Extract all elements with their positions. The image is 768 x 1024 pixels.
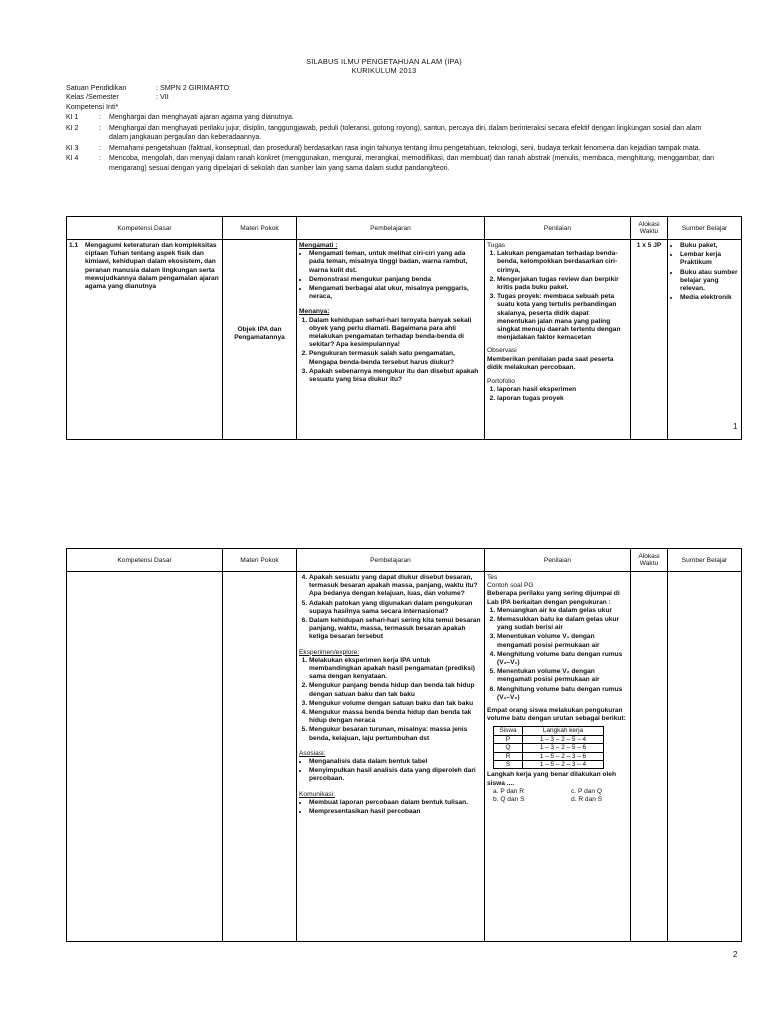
menanya-title: Menanya:: [299, 308, 330, 316]
document-title: SILABUS ILMU PENGETAHUAN ALAM (IPA): [306, 57, 462, 66]
col-pembelajaran-header: Pembelajaran: [297, 549, 485, 572]
tugas-title: Tugas: [487, 242, 506, 249]
list-item: 1. laporan hasil eksperimen: [497, 386, 628, 394]
list-item: 1. Menuangkan air ke dalam gelas ukur: [497, 607, 628, 615]
pembelajaran-cell: [297, 240, 485, 440]
kd-cell: 1.1 Mengagumi keteraturan dan kompleksitas ciptaan Tuhan tentang aspek fisik dan kimiawi, kehidupan dalam ekosistem, dan peranan manusia dalam lingkungan serta mewujudkannya dalam pengamalan ajaran agama yang dianutnya: [67, 240, 223, 440]
kd-cell: [67, 572, 223, 942]
list-item: 4. Mengukur massa benda benda hidup dan benda tak hidup dengan neraca: [309, 709, 482, 725]
list-item: • Demonstrasi mengukur panjang benda: [309, 276, 482, 284]
list-item: 6. Dalam kehidupan sehari-hari sering kita temui besaran panjang, waktu, massa, termasuk besaran apakah ketiga besaran tersebut: [309, 617, 482, 642]
list-item: • Membuat laporan percobaan dalam bentuk tulisan.: [309, 799, 482, 807]
list-item: 5. Adakah patokan yang digunakan dalam pengukuran supaya hasilnya sama secara internasional?: [309, 600, 482, 616]
list-item: 5. Mengukur besaran turunan, misalnya: massa jenis benda, kelajuan, laju pertumbuhan dst: [309, 726, 482, 742]
page-1: [0, 0, 768, 470]
option-c: c. P dan Q: [571, 787, 603, 795]
option-a: a. P dan R: [493, 787, 525, 795]
alokasi-cell: 1 x 5 JP: [631, 240, 668, 440]
col-sumber-header: Sumber Belajar: [668, 549, 742, 572]
langkah-kerja-table: [493, 726, 604, 769]
penilaian-cell: [485, 572, 631, 942]
col-sumber-header: Sumber Belajar: [668, 217, 742, 240]
col-penilaian-header: Penilaian: [485, 549, 631, 572]
list-item: • Mempresentasikan hasil percobaan: [309, 808, 482, 816]
list-item: • Lembar kerja Praktikum: [680, 251, 739, 267]
col-alokasi-header: Alokasi Waktu: [631, 217, 668, 240]
option-d: d. R dan S: [571, 796, 603, 804]
list-item: 1. Lakukan pengamatan terhadap benda-benda, kelompokkan berdasarkan ciri-cirinya,: [497, 250, 628, 275]
pembelajaran-cell: [297, 572, 485, 942]
list-item: • Media elektronik: [680, 294, 739, 302]
list-item: 3. Tugas proyek: membaca sebuah peta suatu kota yang tertulis perbandingan skalanya, peserta didik dapat menentukan jalan mana yang paling singkat menuju daerah tertentu dengan menjadakan faktor kemacetan: [497, 293, 628, 342]
alokasi-cell: [631, 572, 668, 942]
kd-text: Mengagumi keteraturan dan kompleksitas ciptaan Tuhan tentang aspek fisik dan kimiawi, kehidupan dalam ekosistem, dan peranan manusia dalam lingkungan serta mewujudkannya dalam pengamalan ajaran agama yang dianutnya: [85, 242, 219, 291]
list-item: 6. Menghitung volume batu dengan rumus (V₁–V₂): [497, 686, 628, 702]
school-value: : SMPN 2 GIRIMARTO: [156, 83, 230, 92]
materi-text: Objek IPA dan Pengamatannya: [234, 326, 285, 342]
eksperimen-title: Eksperimen/explore:: [299, 648, 360, 656]
grade-value: : VII: [156, 92, 169, 102]
list-item: 1. Melakukan eksperimen kerja IPA untuk membandingkan apakah hasil pengamatan (prediksi) sama dengan kenyataan.: [309, 657, 482, 682]
col-kd-header: Kompetensi Dasar: [67, 217, 223, 240]
ki-row: KI 2 : Menghargai dan menghayati perilaku jujur, disiplin, tanggungjawab, peduli (toleransi, gotong royong), santun, percaya diri, dalam berinteraksi secara efektif dengan lingkungan sosial dan alam dalam jangkauan pergaulan dan keberadaannya.: [66, 124, 702, 142]
table-row: P 1 – 3 – 2 – 5 – 4: [494, 735, 604, 743]
list-item: 2. Mengerjakan tugas review dan berpikir kritis pada buku paket.: [497, 276, 628, 292]
materi-cell: [223, 572, 297, 942]
list-item: 4. Apakah sesuatu yang dapat diukur disebut besaran, termasuk besaran apakah massa, panjang, waktu itu? Apa bedanya dengan kelajuan, luas, dan volume?: [309, 574, 482, 599]
page-number: 1: [733, 422, 738, 431]
list-item: 2. Memasukkan batu ke dalam gelas ukur yang sudah berisi air: [497, 616, 628, 632]
mengamati-title: Mengamati :: [299, 242, 338, 249]
list-item: 2. Mengukur panjang benda hidup dan benda tak hidup dengan satuan baku dan tak baku: [309, 682, 482, 698]
tes-footer: Langkah kerja yang benar dilakukan oleh siswa ....: [487, 771, 616, 787]
sumber-cell: [668, 240, 742, 440]
ki-row: KI 3 : Memahami pengetahuan (faktual, konseptual, dan prosedural) berdasarkan rasa ingin tahunya tentang ilmu pengetahuan, teknologi, seni, budaya terkait fenomena dan kejadian tampak mata.: [66, 144, 701, 152]
list-item: 3. Mengukur volume dengan satuan baku dan tak baku: [309, 700, 482, 708]
col-kd-header: Kompetensi Dasar: [67, 549, 223, 572]
answer-options: [487, 788, 628, 804]
list-item: • Mengamati berbagai alat ukur, misalnya penggaris, neraca,: [309, 285, 482, 301]
list-item: • Menganalisis data dalam bentuk tabel: [309, 758, 482, 766]
sumber-cell: [668, 572, 742, 942]
ki-row: KI 4 : Mencoba, mengolah, dan menyaji dalam ranah konkret (menggunakan, mengurai, merangkai, memodifikasi, dan membuat) dan ranah abstrak (menulis, membaca, menghitung, menggambar, dan mengarang) sesuai dengan yang dipelajari di sekolah dan sumber lain yang sama dalam sudut pandang/teori.: [66, 155, 715, 172]
syllabus-table-1: [66, 216, 742, 440]
tes-intro: Beberapa perilaku yang sering dijumpai di Lab IPA berkaitan dengan pengukuran :: [487, 590, 620, 606]
penilaian-cell: [485, 240, 631, 440]
list-item: 2. Pengukuran termasuk salah satu pengamatan, Mengapa benda-benda tersebut harus diukur?: [309, 350, 482, 366]
curriculum-title: KURIKULUM 2013: [351, 66, 417, 75]
list-item: 3. Menentukan volume V₁ dengan mengamati posisi permukaan air: [497, 633, 628, 649]
tes-question: Empat orang siswa melakukan pengukuran volume batu dengan urutan sebagai berikut:: [487, 707, 626, 723]
table-row: R 1 – 5 – 2 – 3 – 6: [494, 752, 604, 760]
ki-heading: Kompetensi Inti*: [66, 101, 119, 111]
school-label: Satuan Pendidikan: [66, 83, 127, 92]
list-item: • Buku atau sumber belajar yang relevan.: [680, 269, 739, 294]
list-item: • Mengamati teman, untuk melihat ciri-ciri yang ada pada teman, misalnya tinggi badan, warna rambut, warna kulit dst.: [309, 250, 482, 275]
list-item: 3. Apakah sebenarnya mengukur itu dan disebut apakah sesuatu yang bisa diukur itu?: [309, 368, 482, 384]
col-alokasi-header: Alokasi Waktu: [631, 549, 668, 572]
grade-label: Kelas /Semester: [66, 92, 119, 102]
tes-subtitle: Contoh soal PG: [487, 582, 534, 590]
observasi-text: Memberikan penilaian pada saat peserta didik melakukan percobaan.: [487, 355, 614, 371]
table-header-row: [67, 549, 742, 572]
list-item: 1. Dalam kehidupan sehari-hari ternyata banyak sekali obyek yang perlu diamati. Bagaimana para ahli melakukan pengamatan terhadap benda-benda di sekitar? Apa kesimpulannya!: [309, 317, 482, 350]
col-materi-header: Materi Pokok: [223, 549, 297, 572]
col-pembelajaran-header: Pembelajaran: [297, 217, 485, 240]
table-row: S 1 – 5 – 2 – 3 – 4: [494, 761, 604, 769]
ki-row: KI 1 : Menghargai dan menghayati ajaran agama yang dianutnya.: [66, 114, 294, 121]
page-number: 2: [733, 950, 738, 959]
syllabus-table-2: [66, 548, 742, 942]
core-competency-list: [66, 113, 716, 175]
list-item: • Menyimpulkan hasil analisis data yang diperoleh dari percobaan.: [309, 767, 482, 783]
table-row: Q 1 – 3 – 2 – 5 – 6: [494, 744, 604, 752]
list-item: • Buku paket,: [680, 242, 739, 250]
materi-cell: [223, 240, 297, 440]
asosiasi-title: Asosiasi:: [299, 749, 326, 757]
table-row: Siswa Langkah kerja: [494, 727, 604, 735]
page-2: [0, 500, 768, 1024]
table-header-row: [67, 217, 742, 240]
tes-title: Tes: [487, 574, 498, 581]
option-b: b. Q dan S: [493, 796, 525, 804]
col-materi-header: Materi Pokok: [223, 217, 297, 240]
observasi-title: Observasi: [487, 347, 517, 355]
table-row: [67, 240, 742, 440]
table-row: [67, 572, 742, 942]
school-info: [66, 83, 229, 111]
list-item: 4. Menghitung volume batu dengan rumus (V₂–V₁): [497, 651, 628, 667]
list-item: 2. laporan tugas proyek: [497, 395, 628, 403]
komunikasi-title: Komunikasi:: [299, 790, 335, 798]
list-item: 5. Menentukan volume V₂ dengan mengamati posisi permukaan air: [497, 668, 628, 684]
portofolio-title: Portofolio: [487, 378, 515, 386]
col-penilaian-header: Penilaian: [485, 217, 631, 240]
